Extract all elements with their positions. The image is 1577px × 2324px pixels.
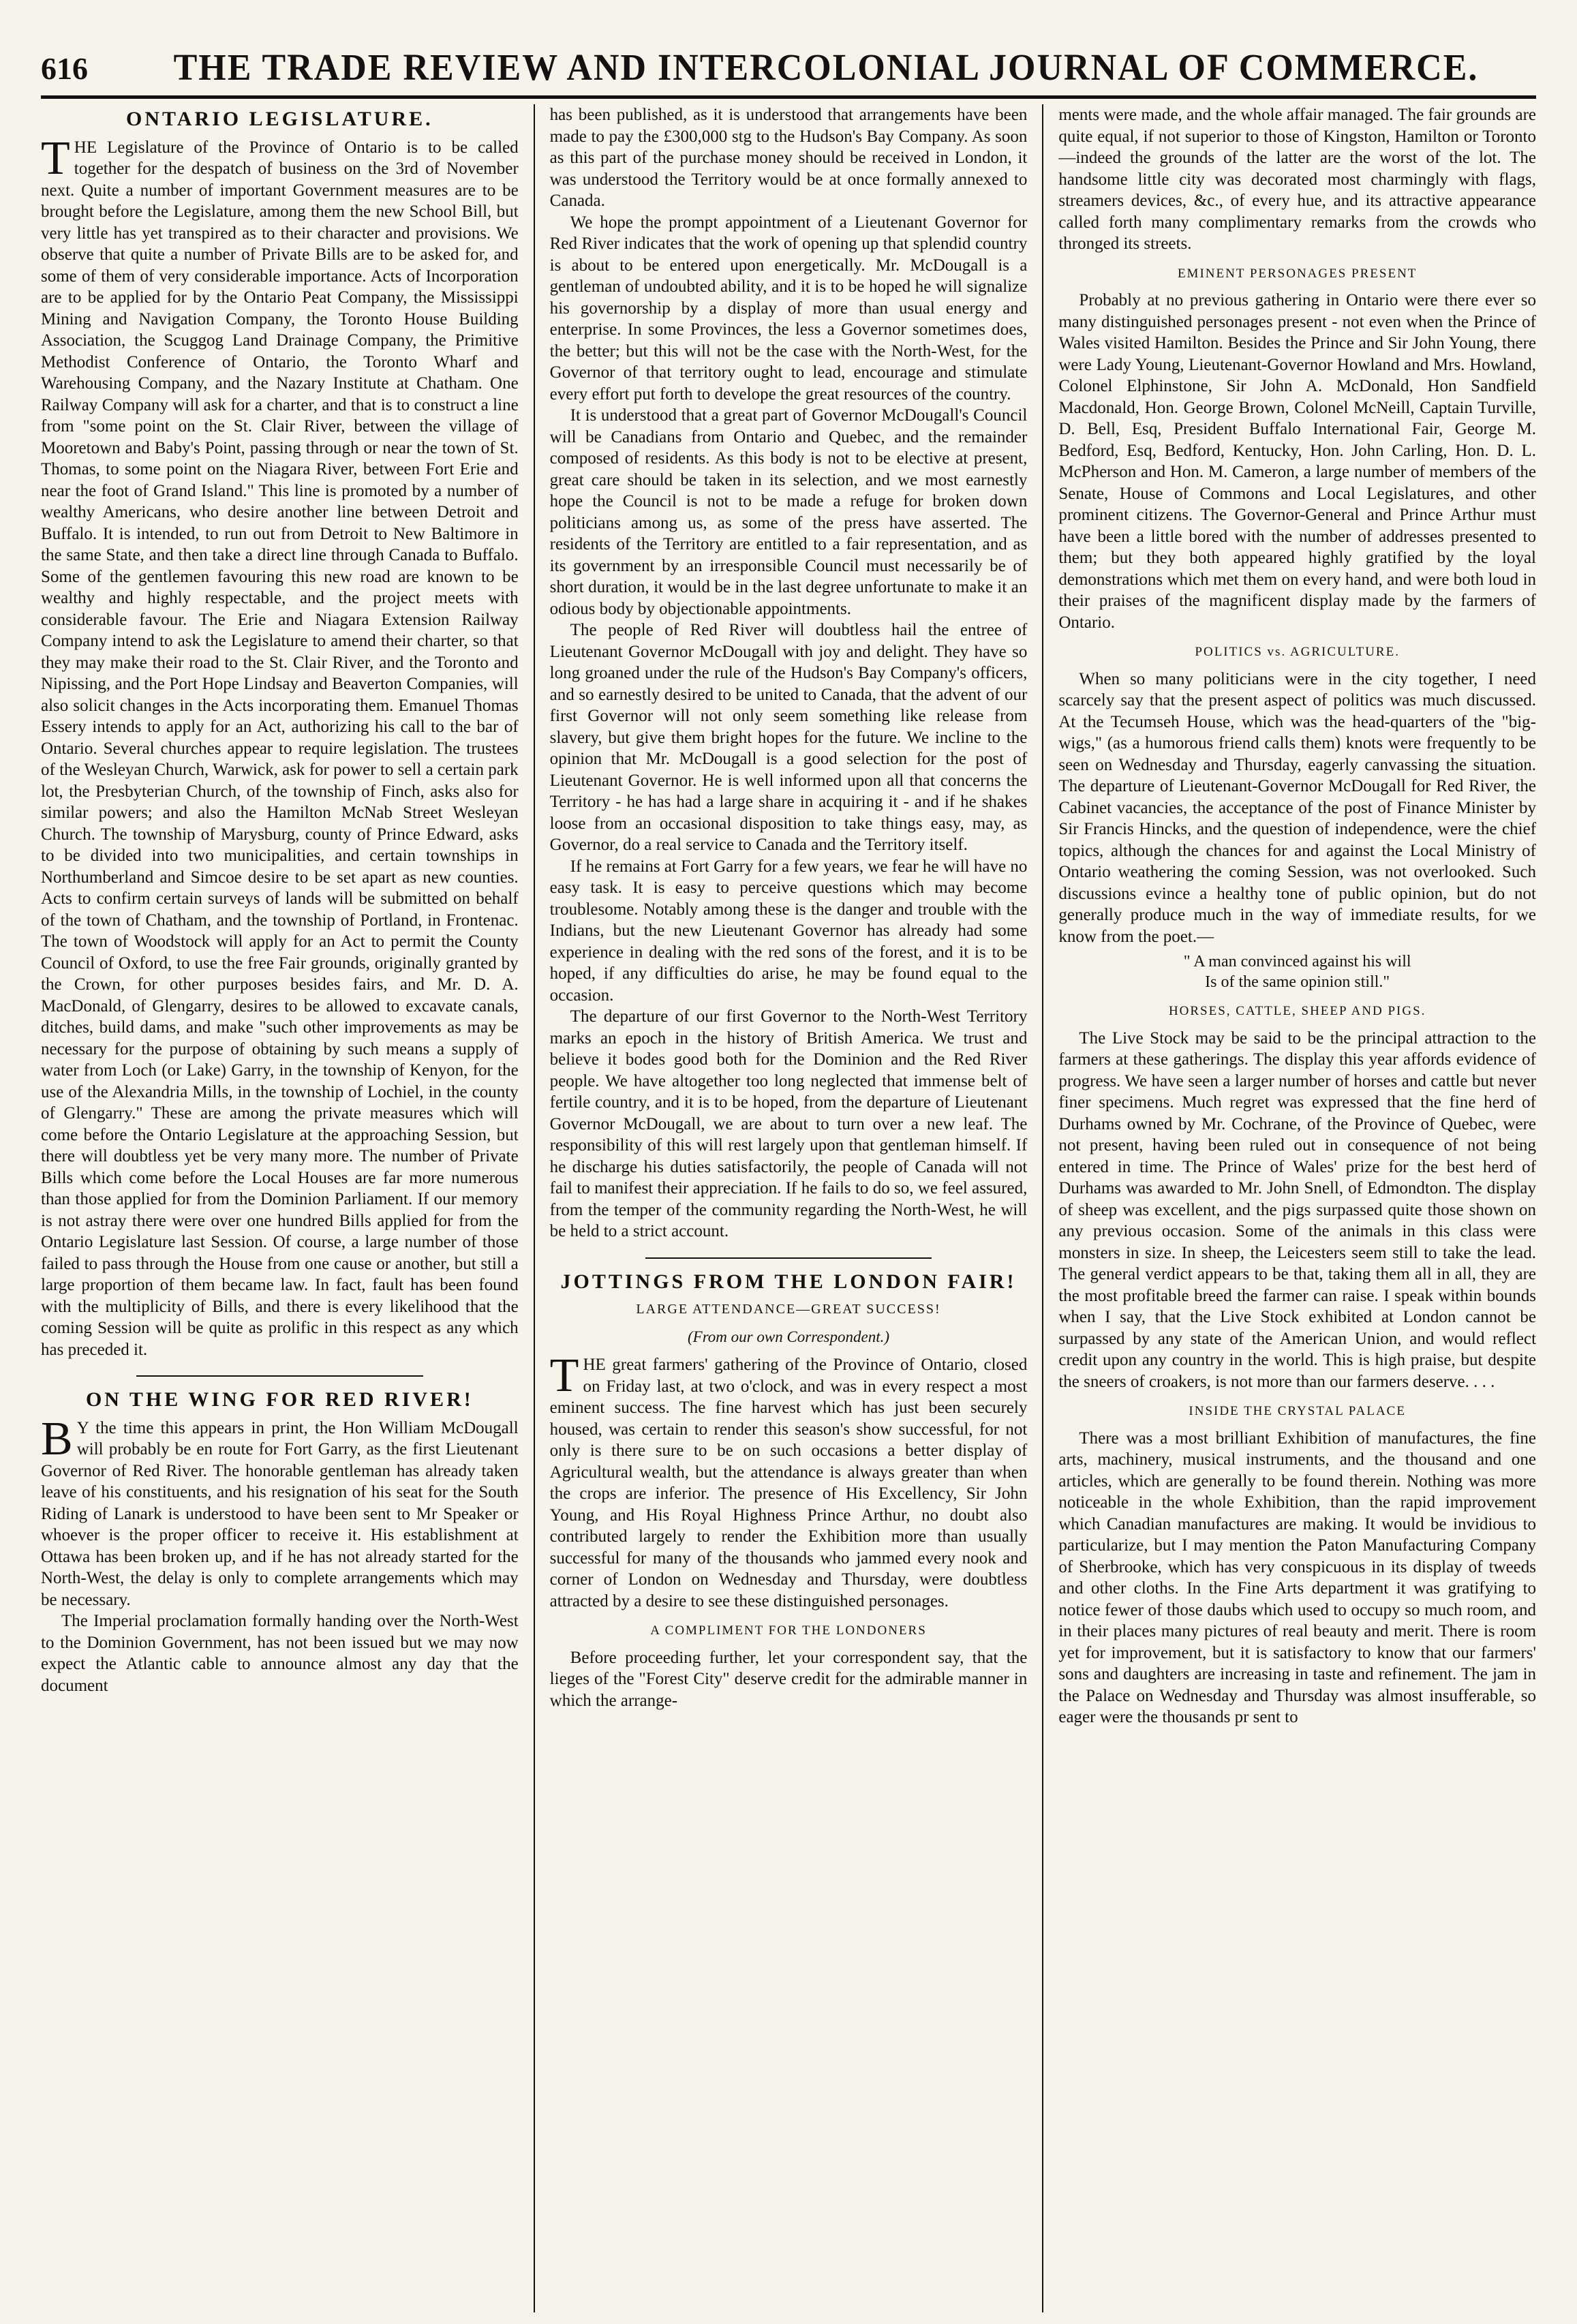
article-paragraph: The people of Red River will doubtless hail the entree of Lieutenant Governor McDougall with joy and delight. They have so long groaned under the rule of the Hudson's Bay Company's officers, and so earnestly desired to be united to Canada, that the advent of our first Governor will not only seem something like release from slavery, but give them bright hopes for the future. We incline to the opinion that Mr. McDougall is a good selection for the post of Lieutenant Governor. He is well informed upon all that concerns the Territory - he has had a large share in acquiring it - and if he shakes loose from an occasional disposition to take things easy, may, as Governor, do a real service to Canada and the Territory itself. xyxy=(549,621,1028,854)
column-3 xyxy=(1042,104,1536,2312)
article-title-red-river: ON THE WING FOR RED RIVER! xyxy=(85,1388,474,1411)
journal-title: THE TRADE REVIEW AND INTERCOLONIAL JOURNAL OF COMMERCE. xyxy=(173,47,1479,89)
section-heading: INSIDE THE CRYSTAL PALACE xyxy=(1189,1404,1406,1418)
article-byline: (From our own Correspondent.) xyxy=(688,1328,890,1345)
column-1 xyxy=(41,104,534,2312)
article-paragraph: ments were made, and the whole affair managed. The fair grounds are quite equal, if not superior to those of Kingston, Hamilton or Toronto—indeed the grounds of the latter are the worst of the lot. The handsome little city was decorated most charmingly with flags, streamers devices, &c., of every hue, and its attractive appearance called forth many complimentary remarks from the crowds who thronged its streets. xyxy=(1058,106,1537,253)
article-divider xyxy=(136,1375,423,1377)
article-paragraph: The departure of our first Governor to the North-West Territory marks an epoch in the history of British America. We trust and believe it bodes good both for the Dominion and the Red River people. We have altogether too long neglected that immense belt of fertile country, and it is to be hoped, from the departure of Lieutenant Governor McDougall, we are about to turn over a new leaf. The responsibility of this will rest largely upon that gentleman himself. If he discharge his duties satisfactorily, the people of Canada will not fail to manifest their appreciation. If he fails to do so, we feel assured, from the temper of the community regarding the North-West, he will be held to a strict account. xyxy=(549,1007,1028,1240)
article-paragraph: The Imperial proclamation formally handing over the North-West to the Dominion Government, has not been issued but we may now expect the Atlantic cable to announce almost any day that the document xyxy=(41,1612,519,1695)
article-paragraph: THE Legislature of the Province of Ontario is to be called together for the despatch of business on the 3rd of November next. Quite a number of important Government measures are to be brought before the Legislature, among them the new School Bill, but very little has yet transpired as to their character and provisions. We observe that quite a number of Private Bills are to be asked for, and some of them of very considerable importance. Acts of Incorporation are to be applied for by the Ontario Peat Company, the Mississippi Mining and Navigation Company, the Toronto House Building Association, the Scuggog Land Drainage Company, the Primitive Methodist Conference of Ontario, the Toronto Wharf and Warehousing Company, and the Nazary Institute at Chatham. One Railway Company will ask for a charter, and that is to construct a line from "some point on the St. Clair River, between the village of Mooretown and Baby's Point, passing through or near the town of St. Thomas, to some point on the Niagara River, between Fort Erie and near the foot of Grand Island." This line is promoted by a number of wealthy Americans, who desire another line between Detroit and Buffalo. It is intended, to run out from Detroit to New Baltimore in the same State, and then take a direct line through Canada to Buffalo. Some of the gentlemen favouring this new road are known to be wealthy and highly respectable, and the project meets with considerable favour. The Erie and Niagara Extension Railway Company intend to ask the Legislature to amend their charter, so that they may make their road to the St. Clair River, and the Toronto and Nipissing, and the Port Hope Lindsay and Beaverton Companies, will also solicit changes in the Acts incorporating them. Emanuel Thomas Essery intends to apply for an Act, authorizing his call to the bar of Ontario. Several churches appear to require legislation. The trustees of the Wesleyan Church, Warwick, ask for power to sell a certain park lot, the Presbyterian Church, of the township of Finch, asks also for similar powers; and also the Hamilton McNab Street Wesleyan Church. The township of Marysburg, county of Prince Edward, asks to be divided into two municipalities, and certain townships in Northumberland and Simcoe desire to be set apart as new counties. Acts to confirm certain surveys of lands will be submitted on behalf of the town of Chatham, and the township of Portland, in Frontenac. The town of Woodstock will apply for an Act to permit the County Council of Oxford, to use the free Fair grounds, originally granted by the Crown, for other purposes besides fairs, and Mr. D. A. MacDonald, of Glengarry, desires to be allowed to excavate canals, ditches, build dams, and make "such other improvements as may be necessary for the purpose of obtaining by such means a supply of water from Loch (or Lake) Garry, in the township of Kenyon, for the use of the Alexandria Mills, in the township of Lochiel, in the county of Glengarry." These are among the private measures which will come before the Ontario Legislature at the approaching Session, but there will doubtless yet be very many more. The number of Private Bills which come before the Local Houses are far more numerous than those applied for from the Dominion Parliament. If our memory is not astray there were over one hundred Bills applied for from the Ontario Legislature last Session. Of course, a large number of those failed to pass through the House from one cause or another, but still a large proportion of them became law. In fact, fault has been found with the multiplicity of Bills, and there is every likelihood that the coming Session will be quite as prolific in this respect as any which has preceded it. xyxy=(41,132,519,1359)
section-heading: A COMPLIMENT FOR THE LONDONERS xyxy=(650,1623,927,1638)
article-paragraph: BY the time this appears in print, the Hon William McDougall will probably be en route for Fort Garry, as the first Lieutenant Governor of Red River. The honorable gentleman has already taken leave of his constituents, and his resignation of his seat for the South Riding of Lanark is understood to have been sent to Mr Speaker or whoever is the proper officer to receive it. His establishment at Ottawa has been broken up, and if he has not already started for the North-West, the delay is only to complete arrangements which may be necessary. xyxy=(41,1412,519,1609)
section-heading: EMINENT PERSONAGES PRESENT xyxy=(1177,266,1418,281)
article-paragraph: The Live Stock may be said to be the principal attraction to the farmers at these gatherings. The display this year affords evidence of progress. We have seen a larger number of horses and cattle but never finer specimens. Much regret was expressed that the fine herd of Durhams owned by Mr. Cochrane, of the Province of Quebec, were not present, having been ruled out in consequence of not being entered in time. The Prince of Wales' prize for the best herd of Durhams was awarded to Mr. John Snell, of Edmondton. The display of sheep was excellent, and the pigs surpassed quite those shown on any previous occasion. Some of the animals in this class were monsters in size. In sheep, the Leicesters seem still to take the lead. The general verdict appears to be that, taking them all in all, they are the most profitable breed the farmer can raise. I speak within bounds when I say, that the Live Stock exhibited at London cannot be surpassed by any state of the American Union, and would reflect credit upon any country in the world. This is high praise, but despite the sneers of croakers, is not more than our farmers deserve. . . . xyxy=(1058,1028,1537,1391)
article-paragraph: If he remains at Fort Garry for a few years, we fear he will have no easy task. It is easy to perceive questions which may become troublesome. Notably among these is the danger and trouble with the Indians, but the new Lieutenant Governor has already had some experience in dealing with the red sons of the forest, and it is to be hoped, if any difficulties do arise, he may be found equal to the occasion. xyxy=(549,857,1028,1005)
article-title-ontario-legislature: ONTARIO LEGISLATURE. xyxy=(126,108,433,130)
article-columns xyxy=(41,104,1536,2312)
section-heading: HORSES, CATTLE, SHEEP AND PIGS. xyxy=(1168,1004,1426,1018)
verse-quote xyxy=(1058,951,1536,992)
verse-line: Is of the same opinion still." xyxy=(1205,973,1390,991)
article-subtitle: LARGE ATTENDANCE—GREAT SUCCESS! xyxy=(636,1302,941,1317)
article-paragraph: When so many politicians were in the city together, I need scarcely say that the present aspect of politics was much discussed. At the Tecumseh House, which was the head-quarters of the "big-wigs," (as a humorous friend calls them) knots were frequently to be seen on Wednesday and Thursday, eagerly canvassing the situation. The departure of Lieutenant-Governor McDougall for Red River, the Cabinet vacancies, the acceptance of the post of Finance Minister by Sir Francis Hincks, and the question of independence, were the chief topics, although the chances for and against the Local Ministry of Ontario weathering the coming Session, was not overlooked. Such discussions evince a healthy tone of public opinion, but do not generally produce much in the way of immediate results, for we know from the poet.— xyxy=(1058,669,1537,946)
article-paragraph: Before proceeding further, let your correspondent say, that the lieges of the "Forest City" deserve credit for the admirable manner in which the arrange- xyxy=(549,1648,1028,1710)
article-paragraph: We hope the prompt appointment of a Lieutenant Governor for Red River indicates that the work of opening up that splendid country is about to be entered upon energetically. Mr. McDougall is a gentleman of undoubted ability, and it is to be hoped he will signalize his governorship by a display of more than usual energy and enterprise. In some Provinces, the less a Governor sometimes does, the better; but this will not be the case with the North-West, for the Governor of that territory ought to lead, encourage and stimulate every effort put forth to develope the great resources of the country. xyxy=(549,213,1028,403)
article-paragraph: Probably at no previous gathering in Ontario were there ever so many distinguished personages present - not even when the Prince of Wales visited Hamilton. Besides the Prince and Sir John Young, there were Lady Young, Lieutenant-Governor Howland and Mrs. Howland, Colonel Elphinstone, Sir John A. McDonald, Hon Sandfield Macdonald, Hon. George Brown, Colonel McNeill, Captain Turville, D. Bell, Esq, President Buffalo International Fair, George M. Bedford, Esq, Bedford, Kentucky, Hon. John Carling, Hon. D. L. McPherson and Hon. M. Cameron, a large number of members of the Senate, House of Commons and Local Legislatures, and other prominent citizens. The Governor-General and Prince Arthur must have been a little bored with the number of addresses presented to them; but they both appeared highly gratified by the loyal demonstrations which met them on every hand, and were both loud in their praises of the magnificent display made by the farmers of Ontario. xyxy=(1058,291,1537,632)
page-header xyxy=(41,48,1536,99)
article-divider xyxy=(645,1257,932,1259)
section-heading: POLITICS vs. AGRICULTURE. xyxy=(1195,645,1400,659)
verse-line: " A man convinced against his will xyxy=(1183,953,1411,970)
article-paragraph: has been published, as it is understood that arrangements have been made to pay the £300,000 stg to the Hudson's Bay Company. As soon as this part of the purchase money should be received in London, it was understood the Territory would be at once formally annexed to Canada. xyxy=(549,106,1028,210)
article-paragraph: There was a most brilliant Exhibition of manufactures, the fine arts, machinery, musical instruments, and the thousand and one articles, which are generally to be found therein. Nothing was more noticeable in the whole Exhibition, than the rapid improvement which Canadian manufactures are making. It would be invidious to particularize, but I may mention the Paton Manufacturing Company of Sherbrooke, which has very conspicuous in its display of tweeds and other cloths. In the Fine Arts department it was gratifying to notice fewer of those daubs which used to occupy so much room, and in their places many pictures of real beauty and merit. There is room yet for improvement, but it is satisfactory to know that our farmers' sons and daughters are increasing in taste and refinement. The jam in the Palace on Wednesday and Thursday was almost insufferable, so eager were the thousands pr sent to xyxy=(1058,1428,1537,1726)
article-title-jottings: JOTTINGS FROM THE LONDON FAIR! xyxy=(560,1270,1017,1293)
column-2 xyxy=(534,104,1043,2312)
article-paragraph: It is understood that a great part of Governor McDougall's Council will be Canadians from Ontario and Quebec, and the remainder composed of residents. As this body is not to be elective at present, great care should be taken in its selection, and we most earnestly hope the Council is not to be made a refuge for broken down politicians among us, as some of the press have asserted. The residents of the Territory are entitled to a fair representation, and as its government by an irresponsible Council must necessarily be of short duration, it would be in the last degree unfortunate to make it an odious body by objectionable appointments. xyxy=(549,406,1028,618)
article-paragraph: THE great farmers' gathering of the Province of Ontario, closed on Friday last, at two o'clock, and was in every respect a most eminent success. The fine harvest which has just been securely housed, was certain to render this season's show successful, for not only is there sure to be on such occasions a better display of Agricultural wealth, but the attendance is always greater than when the crops are inferior. The presence of His Excellency, Sir John Young, and His Royal Highness Prince Arthur, no doubt also contributed largely to render the Exhibition more than usually successful for many of the thousands who jammed every nook and corner of London on Wednesday and Thursday, were doubtless attracted by a desire to see these distinguished personages. xyxy=(549,1349,1028,1610)
page-number: 616 xyxy=(41,51,88,86)
